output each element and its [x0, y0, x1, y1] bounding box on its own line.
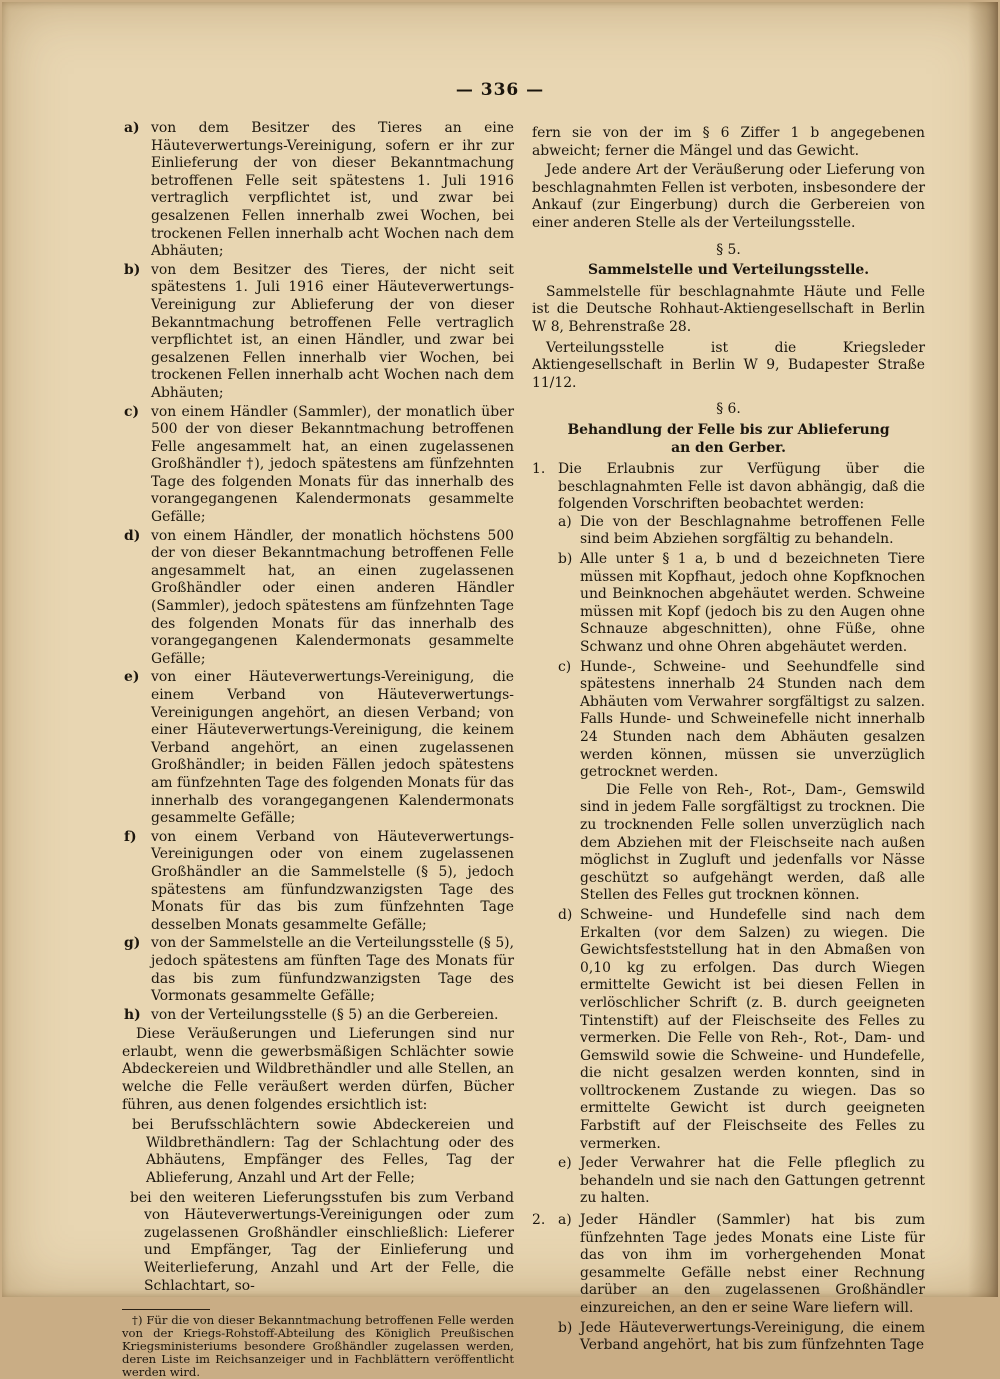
right-column [532, 124, 925, 1357]
list-item-a: a) von dem Besitzer des Tieres an eine Häuteverwertungs-Vereinigung, sofern er ihr zur Einlieferung der von dieser Bekanntmachung betroffenen Felle seit spätestens 1. Juli 1916 vertraglich verpflichtet ist, und zwar bei gesalzenen Fellen innerhalb zwei Wochen, bei trockenen Fellen innerhalb acht Wochen nach dem Abhäuten; [124, 120, 514, 260]
bookkeeping-rule-butchers: bei Berufsschlächtern sowie Abdeckereien und Wildbrethändlern: Tag der Schlachtung oder des Abhäutens, Empfänger des Felles, Tag der Ablieferung, Anzahl und Art der Felle; [132, 1117, 514, 1187]
point-1-intro: Die Erlaubnis zur Verfügung über die beschlagnahmten Felle ist davon abhängig, daß die folgenden Vorschriften beobachtet werden: [558, 461, 925, 513]
list-item-h: h) von der Verteilungsstelle (§ 5) an die Gerbereien. [124, 1006, 499, 1023]
section-6-number: § 6. [716, 401, 741, 418]
section-6-title [532, 422, 925, 457]
page-number: — 336 — [455, 80, 545, 100]
list-item-c: c) von einem Händler (Sammler), der monatlich über 500 der von dieser Bekanntmachung betroffenen Felle angesammelt hat, an einen zugelassenen Großhändler †), jedoch spätestens am fünfzehnten Tage des folgenden Monats für das innerhalb des vorangegangenen Kalendermonats gesammelte Gefälle; [124, 403, 514, 526]
prohibition-paragraph: Jede andere Art der Veräußerung oder Lieferung von beschlagnahmten Fellen ist verboten, insbesondere der Ankauf (zur Eingerbung) durch die Gerbereien von einer anderen Stelle als der Verteilungsstelle. [532, 162, 925, 231]
list-item-d: d) von einem Händler, der monatlich höchstens 500 der von dieser Bekanntmachung betroffenen Felle angesammelt hat, an einen zugelassenen Großhändler oder einen anderen Händler (Sammler), jedoch spätestens am fünfzehnten Tage des folgenden Monats für das innerhalb des vorangegangenen Kalendermonats gesammelte Gefälle; [124, 527, 514, 667]
point-2-item-b: b) Jede Häuteverwertungs-Vereinigung, die einem Verband angehört, hat bis zum fünfzehnten Tage [558, 1319, 925, 1354]
section-6-title-line-2: an den Gerber. [671, 439, 786, 456]
point-1-item-a: a) Die von der Beschlagnahme betroffenen Felle sind beim Abziehen sorgfältig zu behandeln. [558, 513, 925, 548]
section-5-collection-office: Sammelstelle für beschlagnahmte Häute und Felle ist die Deutsche Rohhaut-Aktiengesellschaft in Berlin W 8, Behrenstraße 28. [532, 283, 925, 335]
section-5-distribution-office: Verteilungsstelle ist die Kriegsleder Aktiengesellschaft in Berlin W 9, Budapester Straße 11/12. [532, 339, 925, 391]
footnote: †) Für die von dieser Bekanntmachung betroffenen Felle werden von der Kriegs-Rohstoff-Abteilung des Königlich Preußischen Kriegsministeriums besondere Großhändler zugelassen werden, deren Liste im Reichsanzeiger und in Fachblättern veröffentlicht werden wird. [122, 1313, 514, 1379]
point-2-item-a: a) Jeder Händler (Sammler) hat bis zum fünfzehnten Tage jedes Monats eine Liste für das von ihm im vorhergehenden Monat gesammelte Gefälle nebst einer Rechnung darüber an den zugelassenen Großhändler einzureichen, an den er seine Ware liefern will. [558, 1212, 925, 1316]
bookkeeping-rule-further-stages: bei den weiteren Lieferungsstufen bis zum Verband von Häuteverwertungs-Vereinigungen oder zum zugelassenen Großhändler einschließlich: Lieferer und Empfänger, Tag der Einlieferung und Weiterlieferung, Anzahl und Art der Felle, die Schlachtart, so- [130, 1189, 514, 1294]
continuation-text: fern sie von der im § 6 Ziffer 1 b angegebenen abweicht; ferner die Mängel und das Gewicht. [532, 125, 925, 159]
left-column [122, 120, 514, 1379]
section-6-title-line-1: Behandlung der Felle bis zur Ablieferung [567, 421, 890, 438]
point-1-item-c: c) Hunde-, Schweine- und Seehundfelle sind spätestens innerhalb 24 Stunden nach dem Abhäuten vom Verwahrer sorgfältigst zu salzen. Falls Hunde- und Schweinefelle nicht innerhalb 24 Stunden nach dem Abhäuten gesalzen werden können, müssen sie unverzüglich getrocknet werden. Die Felle von Reh-, Rot-, Dam-, Gemswild sind in jedem Falle sorgfältigst zu trocknen. Die zu trocknenden Felle sollen unverzüglich nach dem Abziehen mit der Fleischseite nach außen möglichst in Zugluft und jedenfalls vor Nässe geschützt so aufgehängt werden, daß alle Stellen des Felles gut trocknen können. [558, 658, 925, 904]
bookkeeping-paragraph: Diese Veräußerungen und Lieferungen sind nur erlaubt, wenn die gewerbsmäßigen Schlächter sowie Abdeckereien und Wildbrethändler und alle Stellen, an welche die Felle veräußert werden dürfen, Bücher führen, aus denen folgendes ersichtlich ist: [122, 1026, 514, 1113]
section-5-title: Sammelstelle und Verteilungsstelle. [587, 262, 870, 279]
list-item-e: e) von einer Häuteverwertungs-Vereinigung, die einem Verband von Häuteverwertungs-Vereinigungen angehört, an diesen Verband; von einer Häuteverwertungs-Vereinigung, die keinem Verband angehört, an einen zugelassenen Großhändler; in beiden Fällen jedoch spätestens am fünfzehnten Tage des folgenden Monats für das innerhalb des vorangegangenen Kalendermonats gesammelte Gefälle; [124, 669, 514, 827]
point-1-item-d: d) Schweine- und Hundefelle sind nach dem Erkalten (vor dem Salzen) zu wiegen. Die Gewichtsfeststellung hat in den Abmaßen von 0,10 kg zu erfolgen. Das durch Wiegen ermittelte Gewicht ist bei diesen Fellen in verlöschlicher Schrift (z. B. durch geeigneten Tintenstift) auf der Fleischseite des Felles zu vermerken. Die Felle von Reh-, Rot-, Dam- und Gemswild sowie die Schweine- und Hundefelle, die nicht gesalzen werden konnten, sind in volltrockenem Zustande zu wiegen. Das so ermittelte Gewicht ist durch geeigneten Farbstift auf der Fleischseite des Felles zu vermerken. [558, 906, 925, 1152]
binding-shadow [968, 2, 998, 1297]
point-1-item-b: b) Alle unter § 1 a, b und d bezeichneten Tiere müssen mit Kopfhaut, jedoch ohne Kopfknochen und Beinknochen abgehäutet werden. Schweine müssen mit Kopf (jedoch bis zu den Augen ohne Schnauze abgeschnitten), ohne Füße, ohne Schwanz und ohne Ohren abgehäutet werden. [558, 551, 925, 656]
point-1-item-c-drying: Die Felle von Reh-, Rot-, Dam-, Gemswild sind in jedem Falle sorgfältigst zu trocknen. Die zu trocknenden Felle sollen unverzüglich nach dem Abziehen mit der Fleischseite nach außen möglichst in Zugluft und jedenfalls vor Nässe geschützt so aufgehängt werden, daß alle Stellen des Felles gut trocknen können. [580, 781, 925, 904]
list-item-g: g) von der Sammelstelle an die Verteilungsstelle (§ 5), jedoch spätestens am fünften Tage des Monats für das bis zum fünfundzwanzigsten Tage des Vormonats gesammelte Gefälle; [124, 935, 514, 1005]
list-item-b: b) von dem Besitzer des Tieres, der nicht seit spätestens 1. Juli 1916 einer Häuteverwertungs-Vereinigung zur Ablieferung der von dieser Bekanntmachung betroffenen Felle vertraglich verpflichtet ist, an einen Händler, und zwar bei gesalzenen Fellen innerhalb vier Wochen, bei trockenen Fellen innerhalb acht Wochen nach dem Abhäuten; [124, 261, 514, 401]
section-5-number: § 5. [716, 241, 741, 258]
point-1-item-e: e) Jeder Verwahrer hat die Felle pfleglich zu behandeln und sie nach den Gattungen getrennt zu halten. [558, 1155, 925, 1207]
document-page [2, 2, 998, 1379]
point-2: 2. a) Jeder Händler (Sammler) hat bis zum fünfzehnten Tage jedes Monats eine Liste für das von ihm im vorhergehenden Monat gesammelte Gefälle nebst einer Rechnung darüber an den zugelassenen Großhändler einzureichen, an den er seine Ware liefern will. b) Jede Häuteverwertungs-Vereinigung, die einem Verband angehört, hat bis zum fünfzehnten Tage [532, 1212, 925, 1354]
list-item-f: f) von einem Verband von Häuteverwertungs-Vereinigungen oder von einem zugelassenen Großhändler an die Sammelstelle (§ 5), jedoch spätestens am fünfundzwanzigsten Tage des Monats für das bis zum fünfzehnten Tage desselben Monats gesammelte Gefälle; [124, 828, 514, 933]
footnote-divider [122, 1309, 210, 1310]
point-1: 1. Die Erlaubnis zur Verfügung über die beschlagnahmten Felle ist davon abhängig, daß die folgenden Vorschriften beobachtet werden: a) Die von der Beschlagnahme betroffenen Felle sind beim Abziehen sorgfältig zu behandeln. b) Alle unter § 1 a, b und d bezeichneten Tiere müssen mit Kopfhaut, jedoch ohne Kopfknochen und Beinknochen abgehäutet werden. Schweine müssen mit Kopf (jedoch bis zu den Augen ohne Schnauze abgeschnitten), ohne Füße, ohne Schwanz und ohne Ohren abgehäutet werden. c) Hunde-, Schweine- und Seehundfelle sind spätestens innerhalb 24 Stunden nach dem Abhäuten vom Verwahrer sorgfältigst zu salzen. Falls Hunde- und Schweinefelle nicht innerhalb 24 Stunden nach dem Abhäuten gesalzen werden können, müssen sie unverzüglich getrocknet werden. Die Felle von Reh-, Rot-, Dam-, Gemswild sind in jedem Falle sorgfältigst zu trocknen. Die zu trocknenden Felle sollen unverzüglich nach dem Abziehen mit der Fleischseite nach außen möglichst in Zugluft und jedenfalls vor Nässe geschützt so aufgehängt werden, daß alle Stellen des Felles gut trocknen können. d) Schweine- und Hundefelle sind nach dem Erkalten (vor dem Salzen) zu wiegen. Die Gewichtsfeststellung hat in den Abmaßen von 0,10 kg zu erfolgen. Das durch Wiegen ermittelte Gewicht ist bei diesen Fellen in verlöschlicher Schrift (z. B. durch geeigneten Tintenstift) auf der Fleischseite des Felles zu vermerken. Die Felle von Reh-, Rot-, Dam- und Gemswild sowie die Schweine- und Hundefelle, die nicht gesalzen werden konnten, sind in volltrockenem Zustande zu wiegen. Das so ermittelte Gewicht ist durch geeigneten Farbstift auf der Fleischseite des Felles zu vermerken. e) Jeder Verwahrer hat die Felle pfleglich zu behandeln und sie nach den Gattungen getrennt zu halten. [532, 461, 925, 1207]
